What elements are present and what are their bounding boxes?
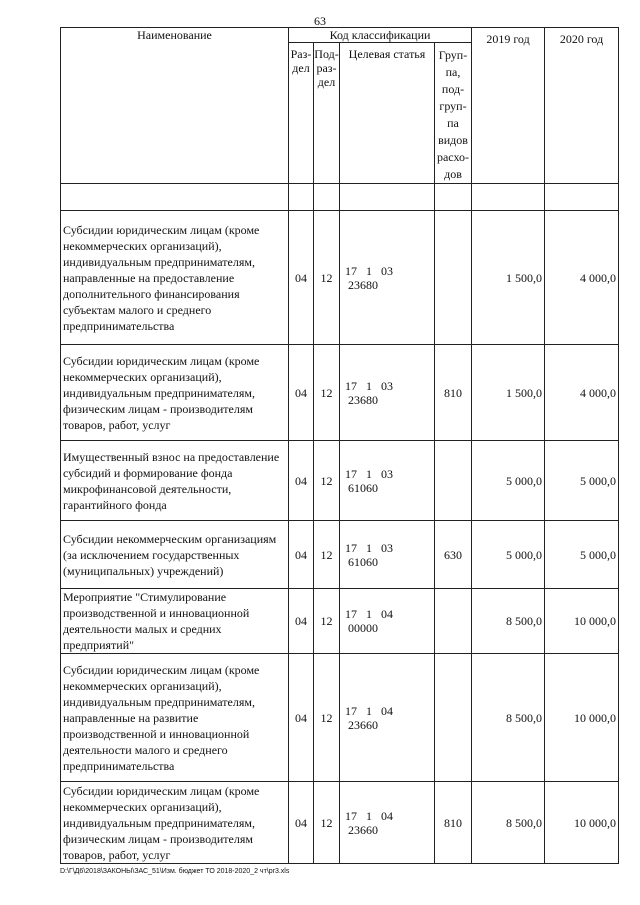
row-2019: 8 500,0 bbox=[472, 654, 545, 782]
row-target bbox=[340, 345, 435, 441]
file-path-footer: D:\Г\Д6\2018\ЗАКОНЫ\ЗАС_51\Изм. бюджет ТО 2018-2020_2 чт\pr3.xls bbox=[60, 868, 290, 875]
row-name: Субсидии юридическим лицам (кроме некоммерческих организаций), индивидуальным предпринимателям, направленные на предоставление дополнительного финансирования субъектам малого и среднего предпринимательства bbox=[61, 211, 289, 345]
target-subprogram: 1 bbox=[366, 607, 372, 621]
target-direction: 23680 bbox=[348, 277, 378, 292]
row-subsection: 12 bbox=[314, 782, 340, 864]
row-2020: 10 000,0 bbox=[545, 589, 619, 654]
row-group: 810 bbox=[435, 345, 472, 441]
target-subprogram: 1 bbox=[366, 466, 372, 481]
target-program: 17 bbox=[345, 378, 357, 393]
row-2020: 5 000,0 bbox=[545, 521, 619, 589]
row-target bbox=[340, 441, 435, 521]
target-direction: 23680 bbox=[348, 392, 378, 407]
row-target bbox=[340, 521, 435, 589]
target-program: 17 bbox=[345, 540, 357, 555]
row-2020: 10 000,0 bbox=[545, 654, 619, 782]
row-name: Мероприятие "Стимулирование производственной и инновационной деятельности малых и средних предприятий" bbox=[61, 589, 289, 654]
target-direction: 23660 bbox=[348, 822, 378, 837]
table-header bbox=[61, 28, 619, 184]
row-group bbox=[435, 589, 472, 654]
table-row bbox=[61, 654, 619, 782]
row-target bbox=[340, 211, 435, 345]
row-name: Субсидии некоммерческим организациям (за исключением государственных (муниципальных) учреждений) bbox=[61, 521, 289, 589]
budget-table bbox=[60, 27, 619, 864]
header-spacer-row bbox=[61, 184, 619, 211]
target-program: 17 bbox=[345, 808, 357, 823]
row-target bbox=[340, 589, 435, 654]
spacer-cell bbox=[545, 184, 619, 211]
row-2019: 1 500,0 bbox=[472, 211, 545, 345]
header-group: Груп- па, под- груп- па видов расхо- дов bbox=[435, 43, 472, 184]
row-target bbox=[340, 782, 435, 864]
header-code-group: Код классификации bbox=[289, 28, 472, 43]
target-subprogram: 1 bbox=[366, 378, 372, 393]
row-section: 04 bbox=[289, 441, 314, 521]
target-event: 04 bbox=[381, 703, 393, 718]
table-row bbox=[61, 521, 619, 589]
row-2019: 8 500,0 bbox=[472, 782, 545, 864]
row-subsection: 12 bbox=[314, 654, 340, 782]
target-subprogram: 1 bbox=[366, 808, 372, 823]
header-subsection: Под- раз- дел bbox=[314, 43, 340, 184]
row-2020: 4 000,0 bbox=[545, 211, 619, 345]
row-subsection: 12 bbox=[314, 589, 340, 654]
table-body bbox=[61, 184, 619, 864]
row-group: 810 bbox=[435, 782, 472, 864]
target-subprogram: 1 bbox=[366, 540, 372, 555]
table-row bbox=[61, 345, 619, 441]
target-direction: 61060 bbox=[348, 554, 378, 569]
table-row bbox=[61, 782, 619, 864]
target-direction: 61060 bbox=[348, 480, 378, 495]
row-name: Субсидии юридическим лицам (кроме некоммерческих организаций), индивидуальным предпринимателям, направленные на развитие производственной и инновационной деятельности малого и среднего предпринимательства bbox=[61, 654, 289, 782]
row-2019: 5 000,0 bbox=[472, 521, 545, 589]
table-row bbox=[61, 441, 619, 521]
spacer-cell bbox=[435, 184, 472, 211]
target-subprogram: 1 bbox=[366, 263, 372, 278]
table-row bbox=[61, 211, 619, 345]
target-direction: 23660 bbox=[348, 717, 378, 732]
row-section: 04 bbox=[289, 782, 314, 864]
row-group bbox=[435, 211, 472, 345]
row-section: 04 bbox=[289, 521, 314, 589]
target-direction: 00000 bbox=[348, 621, 378, 635]
row-2019: 5 000,0 bbox=[472, 441, 545, 521]
target-event: 03 bbox=[381, 263, 393, 278]
row-name: Субсидии юридическим лицам (кроме некоммерческих организаций), индивидуальным предпринимателям, физическим лицам - производителям товаров, работ, услуг bbox=[61, 345, 289, 441]
header-2020: 2020 год bbox=[545, 28, 619, 184]
row-subsection: 12 bbox=[314, 441, 340, 521]
target-event: 03 bbox=[381, 466, 393, 481]
row-target bbox=[340, 654, 435, 782]
spacer-cell bbox=[472, 184, 545, 211]
spacer-cell bbox=[314, 184, 340, 211]
row-subsection: 12 bbox=[314, 521, 340, 589]
target-subprogram: 1 bbox=[366, 703, 372, 718]
row-2020: 5 000,0 bbox=[545, 441, 619, 521]
header-2019: 2019 год bbox=[472, 28, 545, 184]
row-name: Имущественный взнос на предоставление субсидий и формирование фонда микрофинансовой деятельности, гарантийного фонда bbox=[61, 441, 289, 521]
row-section: 04 bbox=[289, 654, 314, 782]
header-target: Целевая статья bbox=[340, 43, 435, 184]
target-program: 17 bbox=[345, 607, 357, 621]
row-2020: 4 000,0 bbox=[545, 345, 619, 441]
row-section: 04 bbox=[289, 211, 314, 345]
row-2019: 8 500,0 bbox=[472, 589, 545, 654]
target-program: 17 bbox=[345, 466, 357, 481]
target-program: 17 bbox=[345, 703, 357, 718]
row-2019: 1 500,0 bbox=[472, 345, 545, 441]
row-section: 04 bbox=[289, 589, 314, 654]
row-2020: 10 000,0 bbox=[545, 782, 619, 864]
row-group: 630 bbox=[435, 521, 472, 589]
row-group bbox=[435, 654, 472, 782]
row-name: Субсидии юридическим лицам (кроме некоммерческих организаций), индивидуальным предпринимателям, физическим лицам - производителям товаров, работ, услуг bbox=[61, 782, 289, 864]
target-event: 03 bbox=[381, 378, 393, 393]
row-subsection: 12 bbox=[314, 345, 340, 441]
target-program: 17 bbox=[345, 263, 357, 278]
row-section: 04 bbox=[289, 345, 314, 441]
table-row bbox=[61, 589, 619, 654]
row-group bbox=[435, 441, 472, 521]
target-event: 04 bbox=[381, 808, 393, 823]
target-event: 04 bbox=[381, 607, 393, 621]
target-event: 03 bbox=[381, 540, 393, 555]
row-subsection: 12 bbox=[314, 211, 340, 345]
page-number: 63 bbox=[314, 14, 326, 28]
spacer-cell bbox=[61, 184, 289, 211]
spacer-cell bbox=[289, 184, 314, 211]
spacer-cell bbox=[340, 184, 435, 211]
header-section: Раз- дел bbox=[289, 43, 314, 184]
header-name: Наименование bbox=[61, 28, 289, 184]
